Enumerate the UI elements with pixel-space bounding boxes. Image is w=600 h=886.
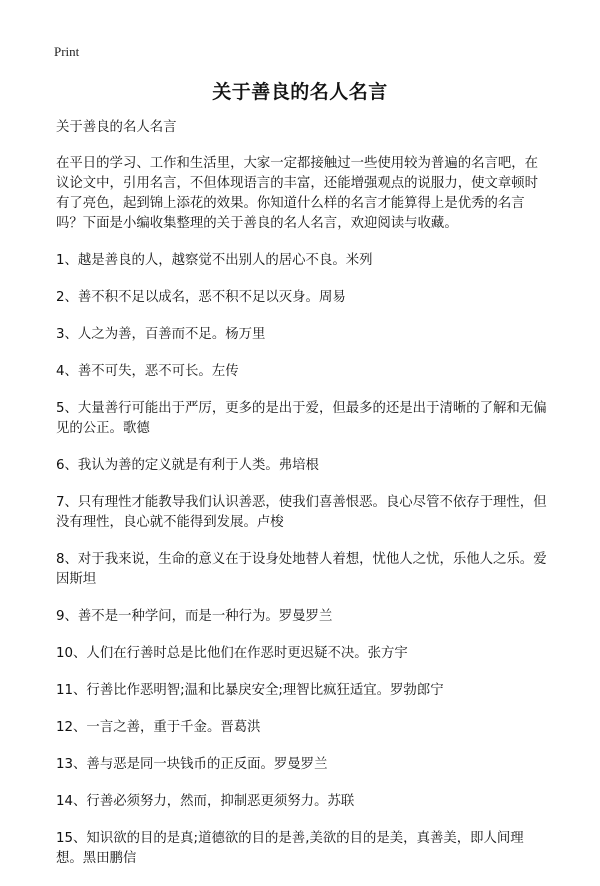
article-intro: 在平日的学习、工作和生活里，大家一定都接触过一些使用较为普遍的名言吧，在议论文中，引用名言，不但体现语言的丰富，还能增强观点的说服力，使文章顿时有了亮色，起到锦上添花的效果。你知道什么样的名言才能算得上是优秀的名言吗？下面是小编收集整理的关于善良的名人名言，欢迎阅读与收藏。: [56, 156, 539, 231]
quote-item: 9、善不是一种学问，而是一种行为。罗曼罗兰: [56, 609, 333, 624]
quote-item: 5、大量善行可能出于严厉，更多的是出于爱，但最多的还是出于清晰的了解和无偏见的公正。歌德: [56, 401, 547, 436]
article-subtitle: 关于善良的名人名言: [56, 120, 177, 135]
quote-item: 3、人之为善，百善而不足。杨万里: [56, 327, 266, 342]
quote-item: 2、善不积不足以成名，恶不积不足以灭身。周易: [56, 290, 346, 305]
print-link[interactable]: Print: [54, 44, 80, 59]
quote-item: 8、对于我来说，生命的意义在于设身处地替人着想，忧他人之忧，乐他人之乐。爱因斯坦: [56, 552, 547, 587]
quote-item: 10、人们在行善时总是比他们在作恶时更迟疑不决。张方宇: [56, 646, 408, 661]
quote-item: 15、知识欲的目的是真;道德欲的目的是善,美欲的目的是美，真善美，即人间理想。黑田鹏信: [56, 831, 524, 866]
page-title: 关于善良的名人名言: [212, 81, 388, 103]
quote-item: 13、善与恶是同一块钱币的正反面。罗曼罗兰: [56, 757, 328, 772]
quote-item: 6、我认为善的定义就是有利于人类。弗培根: [56, 458, 319, 473]
quote-item: 4、善不可失，恶不可长。左传: [56, 364, 239, 379]
quote-item: 12、一言之善，重于千金。晋葛洪: [56, 720, 261, 735]
quote-item: 7、只有理性才能教导我们认识善恶，使我们喜善恨恶。良心尽管不依存于理性，但没有理性，良心就不能得到发展。卢梭: [56, 495, 547, 530]
article-body: [56, 118, 550, 886]
quote-item: 14、行善必须努力，然而，抑制恶更须努力。苏联: [56, 794, 355, 809]
quote-item: 11、行善比作恶明智;温和比暴戾安全;理智比疯狂适宜。罗勃郎宁: [56, 683, 444, 698]
quote-item: 1、越是善良的人，越察觉不出别人的居心不良。米列: [56, 253, 373, 268]
